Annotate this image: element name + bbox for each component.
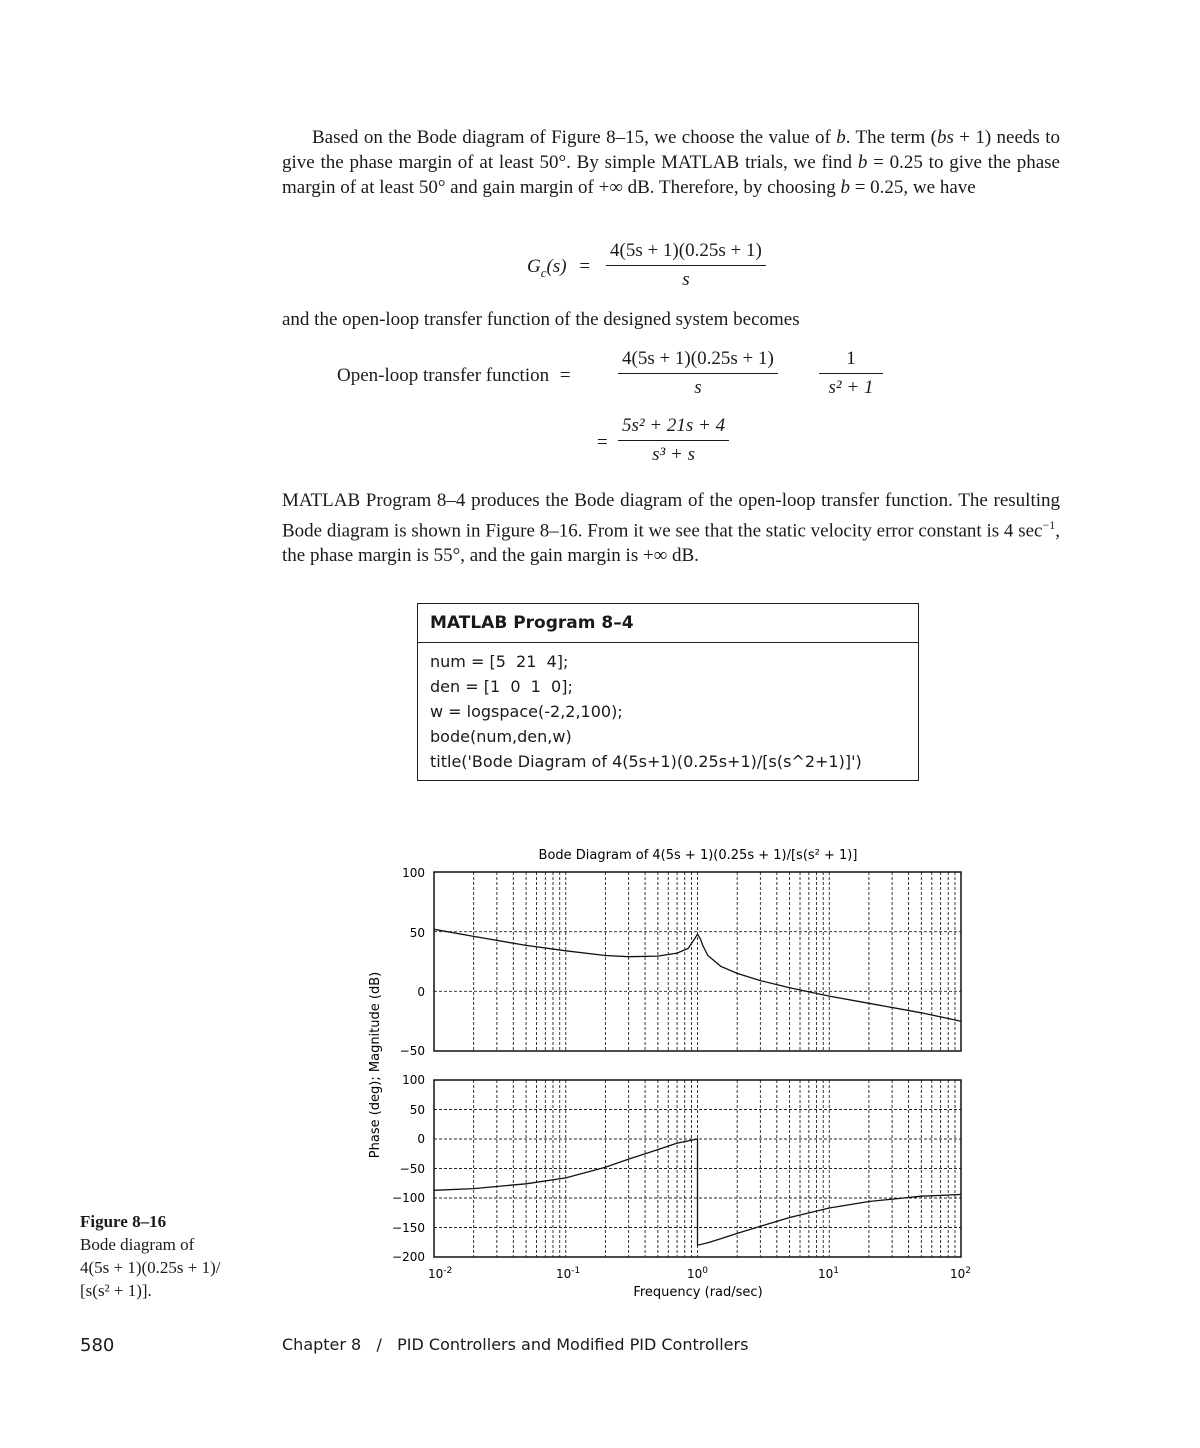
phase-tick-label: −100 [392, 1191, 425, 1205]
phase-tick-label: 0 [417, 1132, 425, 1146]
phase-tick-label: −50 [399, 1162, 425, 1176]
fraction-denominator: s [694, 377, 702, 398]
x-axis-label: Frequency (rad/sec) [633, 1285, 763, 1300]
caption-line: 4(5s + 1)(0.25s + 1)/ [80, 1258, 221, 1277]
y-axis-label: Phase (deg); Magnitude (dB) [368, 971, 383, 1159]
phase-tick-label: 50 [409, 1103, 425, 1117]
fraction-denominator: s² + 1 [828, 377, 874, 398]
fraction-denominator: s [682, 269, 690, 290]
phase-tick-label: 100 [402, 1073, 425, 1087]
paragraph-3-text: , the phase margin is 55°, and the gain margin is +∞ dB. [282, 520, 1060, 567]
paragraph-1-text: + 1) needs to give the phase margin of at least 50°. By simple MATLAB trials, we find [282, 127, 1060, 173]
mag-tick-label: −50 [399, 1044, 425, 1058]
paragraph-2: and the open-loop transfer function of the designed system becomes [282, 309, 800, 330]
x-tick-label: $10^{-2}$ [428, 1266, 453, 1281]
x-tick-label: $10^{-1}$ [556, 1266, 581, 1281]
equals-sign: = [579, 256, 591, 277]
fraction-numerator: 4(5s + 1)(0.25s + 1) [610, 240, 762, 261]
fraction-numerator: 5s² + 21s + 4 [622, 415, 726, 436]
variable-b: b [857, 152, 868, 173]
variable-b: b [840, 177, 850, 198]
paragraph-1-text: . The term ( [845, 127, 937, 148]
code-line: den = [1 0 1 0]; [430, 677, 573, 696]
chart-title: Bode Diagram of 4(5s + 1)(0.25s + 1)/[s(s² + 1)] [538, 848, 858, 863]
code-line: w = logspace(-2,2,100); [430, 702, 623, 721]
x-tick-label: $10^2$ [950, 1266, 972, 1281]
mag-tick-label: 0 [417, 985, 425, 999]
paragraph-3-text: MATLAB Program 8–4 produces the Bode diagram of the open-loop transfer function. The resulting Bode diagram is shown in Figure 8–16. From it we see that the static velocity error constant is 4 sec [282, 490, 1060, 542]
caption-line: Bode diagram of [80, 1235, 195, 1254]
x-tick-label: $10^0$ [687, 1266, 709, 1281]
superscript: −1 [1042, 518, 1056, 532]
code-line: num = [5 21 4]; [430, 652, 569, 671]
figure-caption [80, 1210, 221, 1302]
equals-sign: = [559, 365, 571, 386]
caption-line: [s(s² + 1)]. [80, 1281, 152, 1300]
equation-1-argument: (s) [546, 256, 567, 277]
caption-title: Figure 8–16 [80, 1212, 167, 1231]
fraction-numerator: 1 [846, 348, 856, 369]
program-title: MATLAB Program 8–4 [418, 604, 918, 643]
equation-1-subscript: c [540, 264, 547, 280]
code-line: bode(num,den,w) [430, 727, 572, 746]
phase-tick-label: −200 [392, 1250, 425, 1264]
equation-2-label-text: Open-loop transfer function [337, 365, 550, 386]
running-head: Chapter 8 / PID Controllers and Modified PID Controllers [282, 1335, 749, 1354]
paragraph-1-text: Based on the Bode diagram of Figure 8–15, we choose the value of [312, 127, 837, 148]
paragraph-1-text: = 0.25, we have [849, 177, 976, 198]
magnitude-grid [434, 872, 961, 1051]
code-line: title('Bode Diagram of 4(5s+1)(0.25s+1)/[s(s^2+1)]') [430, 752, 862, 771]
paragraph-1-text: = 0.25 to give the phase margin of at least 50° and gain margin of +∞ dB. Therefore, by choosing [282, 152, 1060, 198]
phase-tick-label: −150 [392, 1221, 425, 1235]
x-tick-label: $10^1$ [818, 1266, 840, 1281]
mag-tick-label: 50 [409, 926, 425, 940]
variable-b: b [836, 127, 846, 148]
fraction-denominator: s³ + s [652, 444, 695, 465]
fraction-numerator: 4(5s + 1)(0.25s + 1) [622, 348, 774, 369]
mag-tick-label: 100 [402, 866, 425, 880]
page-number: 580 [80, 1335, 115, 1356]
equals-sign: = [597, 432, 608, 453]
variable-bs: bs [936, 127, 954, 148]
equation-1-symbol: G [527, 256, 541, 277]
